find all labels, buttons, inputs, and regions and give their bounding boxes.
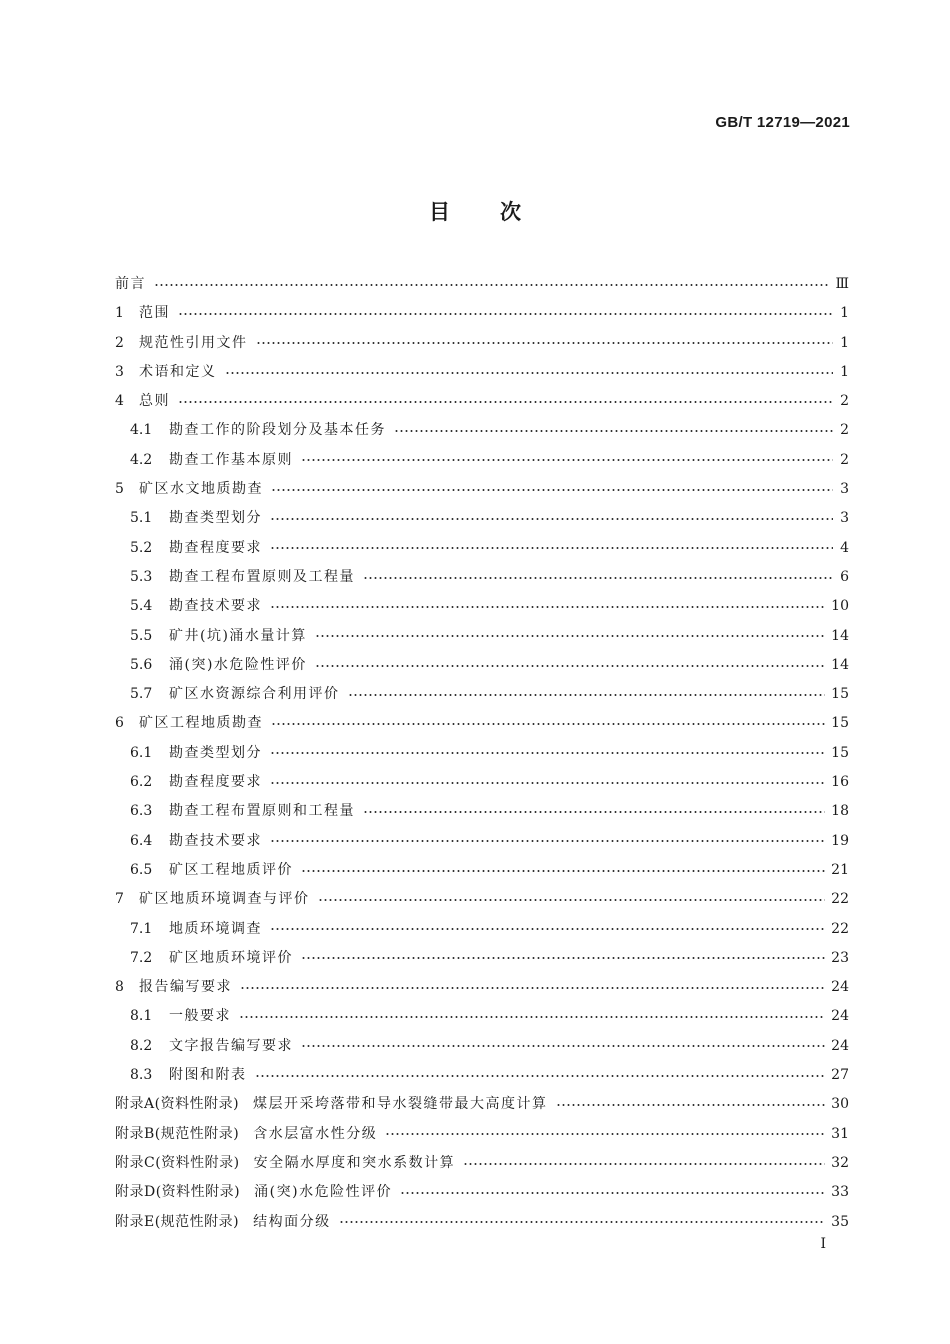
toc-entry-number: 3 xyxy=(115,363,124,380)
toc-entry-page: 24 xyxy=(831,1008,849,1025)
toc-entry-page: 3 xyxy=(840,510,849,527)
toc-entry-page: 2 xyxy=(840,422,849,439)
toc-entry-page: 15 xyxy=(831,686,849,703)
toc-entry-title: 涌(突)水危险性评价 xyxy=(169,656,307,673)
dot-leader xyxy=(270,836,825,846)
toc-entry-title: 勘查技术要求 xyxy=(169,598,262,615)
toc-entry-title: 矿区水资源综合利用评价 xyxy=(169,686,340,703)
toc-appendix-entry[interactable] xyxy=(115,1149,849,1178)
toc-entry[interactable] xyxy=(115,504,849,533)
toc-entry[interactable] xyxy=(115,592,849,621)
page-number: I xyxy=(820,1236,826,1252)
toc-entry-page: 6 xyxy=(840,568,849,585)
table-of-contents xyxy=(115,270,849,1237)
toc-entry-page: 1 xyxy=(840,363,849,380)
dot-leader xyxy=(271,719,825,729)
toc-entry[interactable] xyxy=(115,973,849,1002)
toc-entry[interactable] xyxy=(115,416,849,445)
dot-leader xyxy=(270,602,825,612)
toc-entry-number: 附录B(规范性附录) xyxy=(115,1125,240,1142)
toc-entry-page: 15 xyxy=(831,744,849,761)
toc-entry[interactable] xyxy=(115,534,849,563)
toc-entry-number: 6.3 xyxy=(130,803,153,820)
toc-entry-page: 1 xyxy=(840,334,849,351)
toc-entry-title: 勘查类型划分 xyxy=(169,510,262,527)
toc-entry[interactable] xyxy=(115,329,849,358)
toc-entry-number: 8.2 xyxy=(130,1037,153,1054)
toc-entry-title: 矿区地质环境调查与评价 xyxy=(139,891,310,908)
toc-entry-title: 附图和附表 xyxy=(169,1067,247,1084)
toc-entry-title: 勘查程度要求 xyxy=(169,539,262,556)
toc-entry-number: 附录E(规范性附录) xyxy=(115,1213,240,1230)
dot-leader xyxy=(318,895,826,905)
toc-entry-number: 5.5 xyxy=(130,627,153,644)
toc-entry-number: 2 xyxy=(115,334,124,351)
dot-leader xyxy=(225,368,834,378)
toc-entry[interactable] xyxy=(115,797,849,826)
toc-entry-title: 地质环境调查 xyxy=(169,920,262,937)
dot-leader xyxy=(270,748,825,758)
toc-entry-page: 14 xyxy=(831,656,849,673)
toc-entry-title: 一般要求 xyxy=(169,1008,231,1025)
toc-entry-page: 27 xyxy=(831,1067,849,1084)
toc-entry-title: 勘查类型划分 xyxy=(169,744,262,761)
toc-entry-page: 4 xyxy=(840,539,849,556)
toc-entry[interactable] xyxy=(115,622,849,651)
toc-entry-title: 勘查工作的阶段划分及基本任务 xyxy=(169,422,386,439)
dot-leader xyxy=(385,1129,825,1139)
dot-leader xyxy=(240,983,825,993)
dot-leader xyxy=(301,455,833,465)
toc-entry-title: 矿区地质环境评价 xyxy=(169,949,293,966)
toc-entry-page: 10 xyxy=(831,598,849,615)
toc-entry-page: 2 xyxy=(840,451,849,468)
dot-leader xyxy=(178,309,833,319)
toc-entry-page: 23 xyxy=(831,949,849,966)
toc-entry-number: 4 xyxy=(115,393,124,410)
standard-number: GB/T 12719—2021 xyxy=(715,114,850,131)
toc-entry[interactable] xyxy=(115,944,849,973)
toc-entry-page: 19 xyxy=(831,832,849,849)
dot-leader xyxy=(270,924,825,934)
toc-entry-number: 4.1 xyxy=(130,422,153,439)
toc-entry-title: 煤层开采垮落带和导水裂缝带最大高度计算 xyxy=(253,1096,548,1113)
toc-entry-number: 附录C(资料性附录) xyxy=(115,1154,240,1171)
dot-leader xyxy=(315,631,825,641)
toc-entry-number: 7.1 xyxy=(130,920,153,937)
toc-entry[interactable] xyxy=(115,563,849,592)
toc-entry[interactable] xyxy=(115,1061,849,1090)
toc-entry-number: 5.4 xyxy=(130,598,153,615)
toc-entry[interactable] xyxy=(115,915,849,944)
dot-leader xyxy=(301,953,825,963)
toc-entry[interactable] xyxy=(115,827,849,856)
toc-entry-title: 含水层富水性分级 xyxy=(253,1125,378,1142)
dot-leader xyxy=(270,778,825,788)
toc-entry-page: 3 xyxy=(840,481,849,498)
toc-entry-title: 勘查工程布置原则和工程量 xyxy=(169,803,355,820)
page-title: 目次 xyxy=(429,200,571,224)
toc-entry-page: 31 xyxy=(831,1125,849,1142)
dot-leader xyxy=(339,1217,826,1227)
dot-leader xyxy=(301,1041,825,1051)
toc-entry-page: 24 xyxy=(831,979,849,996)
toc-entry-title: 矿井(坑)涌水量计算 xyxy=(169,627,307,644)
toc-entry-number: 5.6 xyxy=(130,656,153,673)
toc-entry-title: 结构面分级 xyxy=(253,1213,331,1230)
toc-entry-number: 1 xyxy=(115,305,124,322)
dot-leader xyxy=(301,866,825,876)
toc-entry-page: 14 xyxy=(831,627,849,644)
toc-entry-title: 术语和定义 xyxy=(139,363,217,380)
toc-entry-page: 2 xyxy=(840,393,849,410)
toc-appendix-entry[interactable] xyxy=(115,1208,849,1237)
toc-entry-title: 安全隔水厚度和突水系数计算 xyxy=(253,1154,456,1171)
toc-entry-number: 5.7 xyxy=(130,686,153,703)
toc-entry-page: 1 xyxy=(840,305,849,322)
toc-entry-number: 6.4 xyxy=(130,832,153,849)
toc-entry[interactable] xyxy=(115,856,849,885)
toc-entry[interactable] xyxy=(115,709,849,738)
dot-leader xyxy=(239,1012,825,1022)
toc-entry-number: 5.2 xyxy=(130,539,153,556)
dot-leader xyxy=(255,1071,826,1081)
toc-entry-number: 7.2 xyxy=(130,949,153,966)
toc-entry-page: 18 xyxy=(831,803,849,820)
toc-entry-title: 勘查程度要求 xyxy=(169,774,262,791)
dot-leader xyxy=(178,397,833,407)
toc-entry[interactable] xyxy=(115,446,849,475)
toc-entry-page: 32 xyxy=(831,1154,849,1171)
toc-entry-title: 总则 xyxy=(139,393,170,410)
toc-entry-number: 7 xyxy=(115,891,124,908)
dot-leader xyxy=(270,514,833,524)
toc-entry-number: 5 xyxy=(115,481,124,498)
toc-entry-page: 15 xyxy=(831,715,849,732)
toc-entry-number: 8.3 xyxy=(130,1067,153,1084)
toc-entry[interactable] xyxy=(115,739,849,768)
toc-entry-number: 6.5 xyxy=(130,861,153,878)
toc-entry-page: 16 xyxy=(831,774,849,791)
toc-entry[interactable] xyxy=(115,1002,849,1031)
toc-entry[interactable] xyxy=(115,387,849,416)
toc-entry-page: 24 xyxy=(831,1037,849,1054)
toc-entry-number: 6 xyxy=(115,715,124,732)
toc-entry-page: 35 xyxy=(831,1213,849,1230)
toc-entry-page: 33 xyxy=(831,1184,849,1201)
toc-entry[interactable] xyxy=(115,358,849,387)
dot-leader xyxy=(315,661,825,671)
dot-leader xyxy=(363,807,825,817)
toc-entry-title: 矿区水文地质勘查 xyxy=(139,481,263,498)
toc-entry-title: 勘查技术要求 xyxy=(169,832,262,849)
toc-entry[interactable] xyxy=(115,270,849,299)
toc-entry[interactable] xyxy=(115,475,849,504)
dot-leader xyxy=(271,485,833,495)
toc-entry-title: 勘查工程布置原则及工程量 xyxy=(169,568,355,585)
toc-entry[interactable] xyxy=(115,1032,849,1061)
toc-entry-title: 范围 xyxy=(139,305,170,322)
toc-entry-number: 8 xyxy=(115,979,124,996)
toc-entry[interactable] xyxy=(115,299,849,328)
toc-entry-title: 规范性引用文件 xyxy=(139,334,248,351)
toc-entry-title: 涌(突)水危险性评价 xyxy=(254,1184,393,1201)
toc-entry-number: 4.2 xyxy=(130,451,153,468)
toc-entry-page: 30 xyxy=(831,1096,849,1113)
toc-entry-number: 附录A(资料性附录) xyxy=(115,1096,240,1113)
toc-appendix-entry[interactable] xyxy=(115,1090,849,1119)
toc-entry-page: 22 xyxy=(831,891,849,908)
toc-entry-page: 21 xyxy=(831,861,849,878)
toc-entry-number: 5.3 xyxy=(130,568,153,585)
dot-leader xyxy=(270,543,833,553)
toc-entry[interactable] xyxy=(115,651,849,680)
toc-entry-title: 矿区工程地质勘查 xyxy=(139,715,263,732)
toc-entry-number: 附录D(资料性附录) xyxy=(115,1184,241,1201)
toc-entry[interactable] xyxy=(115,680,849,709)
toc-entry[interactable] xyxy=(115,768,849,797)
toc-entry-number: 5.1 xyxy=(130,510,153,527)
toc-entry-page: Ⅲ xyxy=(835,276,849,292)
dot-leader xyxy=(363,573,833,583)
toc-appendix-entry[interactable] xyxy=(115,1120,849,1149)
toc-appendix-entry[interactable] xyxy=(115,1178,849,1207)
toc-entry-title: 文字报告编写要求 xyxy=(169,1037,293,1054)
dot-leader xyxy=(154,280,829,290)
toc-entry-title: 报告编写要求 xyxy=(139,979,232,996)
toc-entry-number: 8.1 xyxy=(130,1008,153,1025)
toc-entry[interactable] xyxy=(115,885,849,914)
toc-entry-number: 6.1 xyxy=(130,744,153,761)
toc-entry-title: 勘查工作基本原则 xyxy=(169,451,293,468)
toc-entry-number: 6.2 xyxy=(130,774,153,791)
dot-leader xyxy=(463,1159,825,1169)
toc-entry-title: 前言 xyxy=(115,276,146,292)
toc-entry-title: 矿区工程地质评价 xyxy=(169,861,293,878)
dot-leader xyxy=(348,690,826,700)
dot-leader xyxy=(256,338,834,348)
dot-leader xyxy=(400,1188,825,1198)
dot-leader xyxy=(394,426,833,436)
toc-entry-page: 22 xyxy=(831,920,849,937)
dot-leader xyxy=(556,1100,826,1110)
